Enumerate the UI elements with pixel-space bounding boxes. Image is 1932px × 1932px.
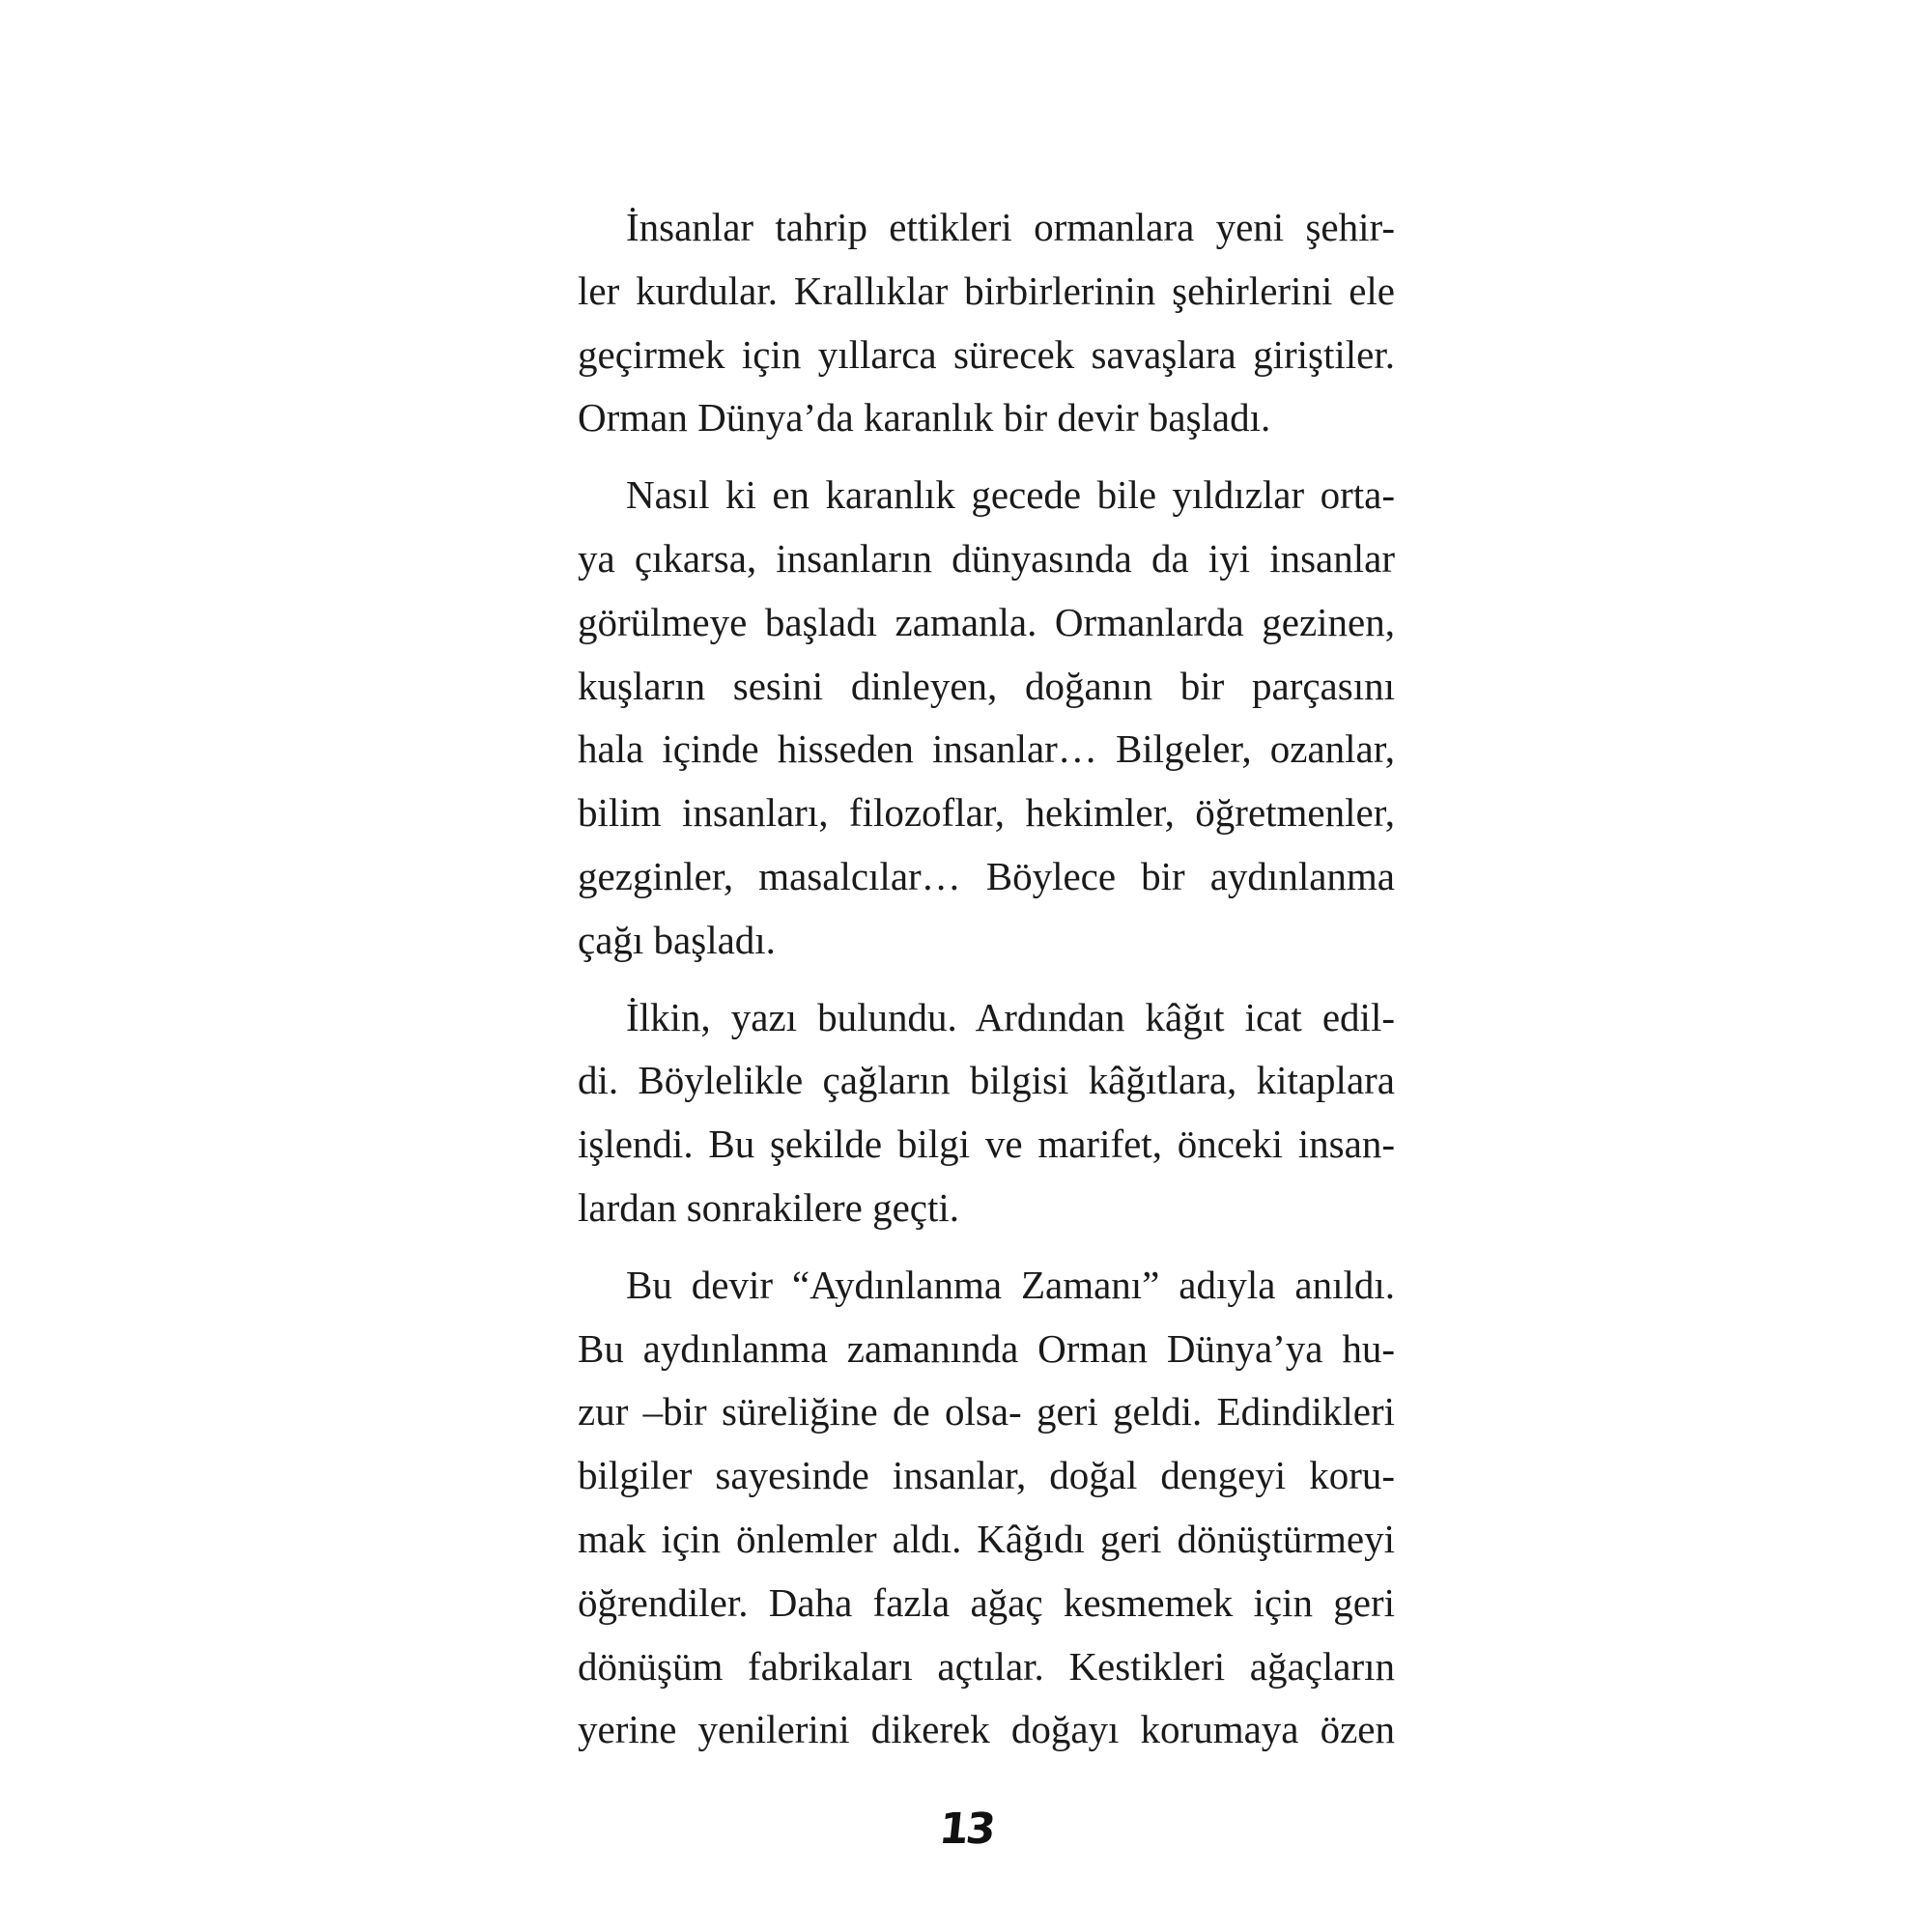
text-line: ler kurdular. Krallıklar birbirlerinin şehirlerini ele — [578, 268, 1395, 313]
text-line: ya çıkarsa, insanların dünyasında da iyi insanlar — [578, 535, 1395, 581]
text-line: kuşların sesini dinleyen, doğanın bir parçasını — [578, 663, 1395, 708]
text-line: işlendi. Bu şekilde bilgi ve marifet, önceki insan- — [578, 1122, 1395, 1167]
text-line: çağı başladı. — [578, 917, 776, 962]
text-line: İnsanlar tahrip ettikleri ormanlara yeni şehir- — [626, 205, 1395, 249]
text-line: dönüşüm fabrikaları açtılar. Kestikleri ağaçların — [578, 1643, 1395, 1689]
text-line: mak için önlemler aldı. Kâğıdı geri dönüştürmeyi — [578, 1516, 1395, 1561]
text-line: Bu aydınlanma zamanında Orman Dünya’ya hu- — [578, 1325, 1395, 1371]
text-line: yerine yenilerini dikerek doğayı korumaya özen — [578, 1707, 1395, 1752]
body-text — [578, 196, 1395, 1776]
text-line: zur –bir süreliğine de olsa- geri geldi. Edindikleri — [578, 1389, 1395, 1435]
text-line: bilim insanları, filozoflar, hekimler, öğretmenler, — [578, 790, 1395, 836]
text-line: İlkin, yazı bulundu. Ardından kâğıt icat edil- — [626, 994, 1395, 1039]
text-line: lardan sonrakilere geçti. — [578, 1184, 960, 1230]
paragraph-4 — [578, 1254, 1395, 1762]
text-line: bilgiler sayesinde insanlar, doğal dengeyi koru- — [578, 1453, 1395, 1498]
paragraph-2 — [578, 464, 1395, 972]
text-line: gezginler, masalcılar… Böylece bir aydınlanma — [578, 853, 1395, 898]
paragraph-1 — [578, 196, 1395, 450]
page-number: 13 — [936, 1804, 996, 1854]
text-line: hala içinde hisseden insanlar… Bilgeler, ozanlar, — [578, 726, 1395, 772]
text-line: görülmeye başladı zamanla. Ormanlarda gezinen, — [578, 599, 1395, 644]
text-line: di. Böylelikle çağların bilgisi kâğıtlara, kitaplara — [578, 1058, 1395, 1103]
paragraph-3 — [578, 986, 1395, 1240]
text-line: Bu devir “Aydınlanma Zamanı” adıyla anıldı. — [626, 1262, 1395, 1307]
text-line: Orman Dünya’da karanlık bir devir başladı. — [578, 395, 1271, 440]
text-line: öğrendiler. Daha fazla ağaç kesmemek için geri — [578, 1579, 1395, 1625]
text-line: Nasıl ki en karanlık gecede bile yıldızlar orta- — [626, 472, 1395, 518]
text-line: geçirmek için yıllarca sürecek savaşlara giriştiler. — [578, 331, 1395, 377]
